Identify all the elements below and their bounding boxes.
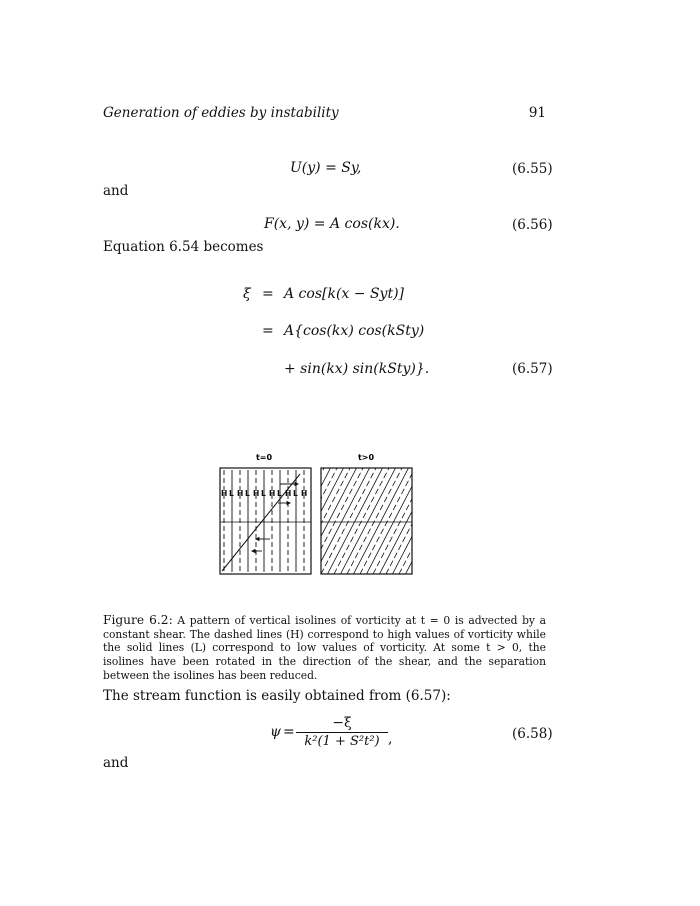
eq655-rhs: Sy, <box>341 160 362 176</box>
equation-6-55 <box>290 160 361 176</box>
eq656-rhs: A cos(kx). <box>329 216 400 232</box>
running-header <box>103 105 546 121</box>
figure-6-2 <box>200 440 440 590</box>
paragraph-equation-becomes: Equation 6.54 becomes <box>103 239 264 255</box>
isoline-label: H <box>237 489 244 498</box>
equation-number-6-57: (6.57) <box>512 361 553 377</box>
eq658-lhs: ψ <box>270 724 281 740</box>
vertical-isolines <box>224 470 304 572</box>
eq656-rel: = <box>313 216 326 232</box>
rotated-isoline <box>399 468 440 574</box>
right-panel-frame <box>321 468 412 574</box>
isoline-labels <box>221 489 307 498</box>
eq657-rel-2: = <box>262 323 274 339</box>
left-panel <box>220 468 311 574</box>
eq657-rel-1: = <box>262 286 274 302</box>
figure-left-label: t=0 <box>255 453 273 462</box>
isoline-label: L <box>277 489 282 498</box>
isoline-label: H <box>253 489 260 498</box>
arrow-1-head <box>252 550 255 553</box>
figure-caption-label: Figure 6.2: <box>103 613 173 627</box>
rotated-isoline <box>419 468 441 574</box>
eq655-lhs: U(y) <box>290 160 321 176</box>
eq657-line-3: + sin(kx) sin(kSty)}. <box>284 361 430 377</box>
isoline-label: L <box>229 489 234 498</box>
rotated-isoline <box>406 468 441 574</box>
eq657-lhs: ξ <box>243 286 251 302</box>
paragraph-and-1: and <box>103 183 129 199</box>
isoline-label: L <box>261 489 266 498</box>
arrow-3-head <box>287 502 290 505</box>
figure-caption <box>103 614 546 683</box>
eq657-line-2: A{cos(kx) cos(kSty) <box>284 323 425 339</box>
equation-6-56 <box>264 216 400 232</box>
isoline-label: H <box>221 489 228 498</box>
equation-number-6-56: (6.56) <box>512 217 553 233</box>
running-title: Generation of eddies by instability <box>103 105 339 121</box>
rotated-isoline <box>425 468 440 574</box>
eq658-numerator: −ξ <box>296 715 388 733</box>
isoline-label: L <box>245 489 250 498</box>
equation-number-6-55: (6.55) <box>512 161 553 177</box>
page-number: 91 <box>528 105 546 121</box>
isoline-label: L <box>293 489 298 498</box>
isoline-label: H <box>269 489 276 498</box>
eq658-denominator: k²(1 + S²t²) <box>304 734 380 749</box>
arrow-2-head <box>256 538 259 541</box>
eq656-lhs: F(x, y) <box>264 216 310 232</box>
eq657-line-1: A cos[k(x − Syt)] <box>284 286 404 302</box>
arrow-4-head <box>295 483 298 486</box>
paragraph-stream-function: The stream function is easily obtained from (6.57): <box>103 688 451 704</box>
figure-right-label: t>0 <box>357 453 375 462</box>
rotated-isoline <box>438 468 440 574</box>
rotated-isoline <box>393 468 441 574</box>
eq658-rel-visible: = <box>283 724 295 740</box>
eq658-fraction <box>296 715 388 749</box>
isoline-label: H <box>285 489 292 498</box>
rotated-isoline <box>432 468 441 574</box>
eq655-rel: = <box>325 160 337 176</box>
paragraph-and-2: and <box>103 755 129 771</box>
isoline-label: H <box>301 489 308 498</box>
equation-number-6-58: (6.58) <box>512 726 553 742</box>
figure-caption-text: A pattern of vertical isolines of vorticity at t = 0 is advected by a constant shear. The dashed lines (H) correspond to high values of vorticity while the solid lines (L) correspond to low values of vorticity. At some t > 0, the isolines have been rotated in the direction of the shear, and the separation between the isolines has been reduced. <box>103 614 546 682</box>
eq658-trail: , <box>388 731 393 747</box>
rotated-isoline <box>412 468 440 574</box>
